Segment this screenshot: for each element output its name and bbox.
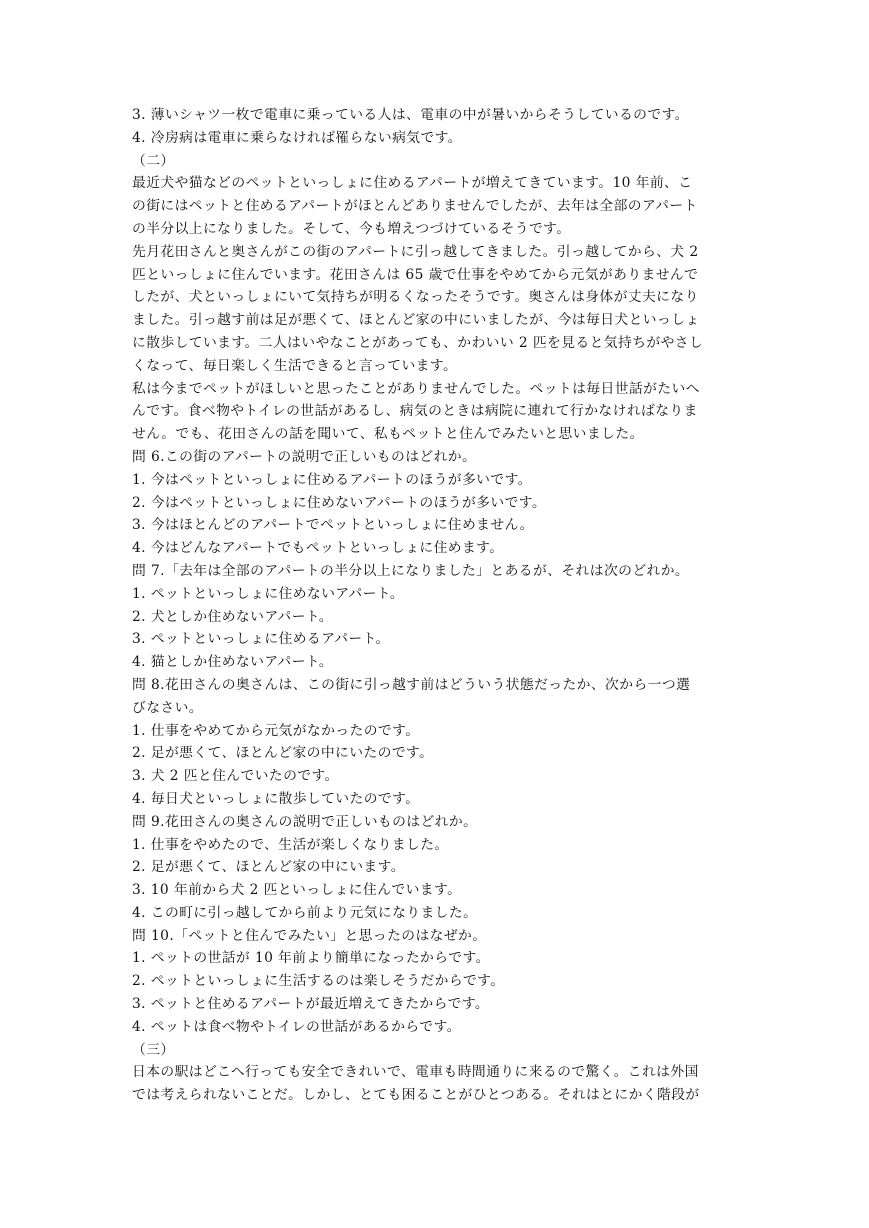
option-4: 4. この町に引っ越してから前より元気になりました。	[132, 904, 478, 921]
section-heading-3: （三）	[132, 1041, 175, 1058]
document-body	[132, 104, 752, 1107]
option-2: 2. 足が悪くて、ほとんど家の中にいたのです。	[132, 745, 434, 762]
option-4: 4. 冷房病は電車に乗らなければ罹らない病気です。	[132, 129, 462, 146]
option-1: 1. 今はペットといっしょに住めるアパートのほうが多いです。	[132, 471, 532, 488]
option-4: 4. 今はどんなアパートでもペットといっしょに住めます。	[132, 540, 504, 557]
option-1: 1. 仕事をやめたので、生活が楽しくなりました。	[132, 836, 449, 853]
option-2: 2. 足が悪くて、ほとんど家の中にいます。	[132, 859, 405, 876]
passage-line: 日本の駅はどこへ行っても安全できれいで、電車も時間通りに来るので驚く。これは外国	[132, 1064, 699, 1081]
option-4: 4. 猫としか住めないアパート。	[132, 654, 333, 671]
passage-line: 匹といっしょに住んでいます。花田さんは 65 歳で仕事をやめてから元気がありませんで	[132, 266, 699, 283]
option-4: 4. ペットは食べ物やトイレの世話があるからです。	[132, 1018, 461, 1035]
passage-line: の街にはペットと住めるアパートがほとんどありませんでしたが、去年は全部のアパート	[132, 198, 698, 215]
question-6: 問 6.この街のアパートの説明で正しいものはどれか。	[132, 448, 477, 465]
option-2: 2. 犬としか住めないアパート。	[132, 608, 333, 625]
option-3: 3. 薄いシャツ一枚で電車に乗っている人は、電車の中が暑いからそうしているのです。	[132, 107, 689, 123]
option-3: 3. 10 年前から犬 2 匹といっしょに住んでいます。	[132, 882, 462, 899]
option-4: 4. 毎日犬といっしょに散歩していたのです。	[132, 790, 420, 807]
passage-line: したが、犬といっしょにいて気持ちが明るくなったそうです。奥さんは身体が丈夫になり	[132, 289, 699, 306]
option-1: 1. 仕事をやめてから元気がなかったのです。	[132, 722, 420, 739]
question-8-continued: びなさい。	[132, 699, 203, 716]
option-3: 3. 犬 2 匹と住んでいたのです。	[132, 768, 339, 785]
passage-line: の半分以上になりました。そして、今も増えつづけているそうです。	[132, 220, 571, 237]
passage-line: くなって、毎日楽しく生活できると言っています。	[132, 357, 458, 374]
passage-line: では考えられないことだ。しかし、とても困ることがひとつある。それはとにかく階段が	[132, 1087, 700, 1104]
question-9: 問 9.花田さんの奥さんの説明で正しいものはどれか。	[132, 813, 478, 830]
option-1: 1. ペットの世話が 10 年前より簡単になったからです。	[132, 950, 490, 967]
option-3: 3. ペットといっしょに住めるアパート。	[132, 631, 390, 648]
passage-line: せん。でも、花田さんの話を聞いて、私もペットと住んでみたいと思いました。	[132, 426, 644, 443]
option-3: 3. ペットと住めるアパートが最近増えてきたからです。	[132, 996, 490, 1013]
passage-line: ました。引っ越す前は足が悪くて、ほとんど家の中にいましたが、今は毎日犬といっしょ	[132, 312, 700, 329]
question-10: 問 10.「ペットと住んでみたい」と思ったのはなぜか。	[132, 927, 487, 944]
passage-line: 先月花田さんと奥さんがこの街のアパートに引っ越してきました。引っ越してから、犬 2	[132, 243, 699, 260]
option-3: 3. 今はほとんどのアパートでペットといっしょに住めません。	[132, 517, 534, 534]
section-heading-2: （二）	[132, 152, 175, 169]
passage-line: に散歩しています。二人はいやなことがあっても、かわいい 2 匹を見ると気持ちがやさし	[132, 334, 704, 351]
question-8: 問 8.花田さんの奥さんは、この街に引っ越す前はどういう状態だったか、次から一つ選	[132, 676, 691, 693]
option-2: 2. ペットといっしょに生活するのは楽しそうだからです。	[132, 973, 505, 990]
question-7: 問 7.「去年は全部のアパートの半分以上になりました」とあるが、それは次のどれか。	[132, 562, 690, 579]
passage-line: んです。食べ物やトイレの世話があるし、病気のときは病院に連れて行かなければなりま	[132, 403, 698, 420]
option-2: 2. 今はペットといっしょに住めないアパートのほうが多いです。	[132, 494, 547, 511]
passage-line: 最近犬や猫などのペットといっしょに住めるアパートが増えてきています。10 年前、こ	[132, 175, 693, 192]
option-1: 1. ペットといっしょに住めないアパート。	[132, 585, 404, 602]
passage-line: 私は今までペットがほしいと思ったことがありませんでした。ペットは毎日世話がたいへ	[132, 380, 700, 397]
